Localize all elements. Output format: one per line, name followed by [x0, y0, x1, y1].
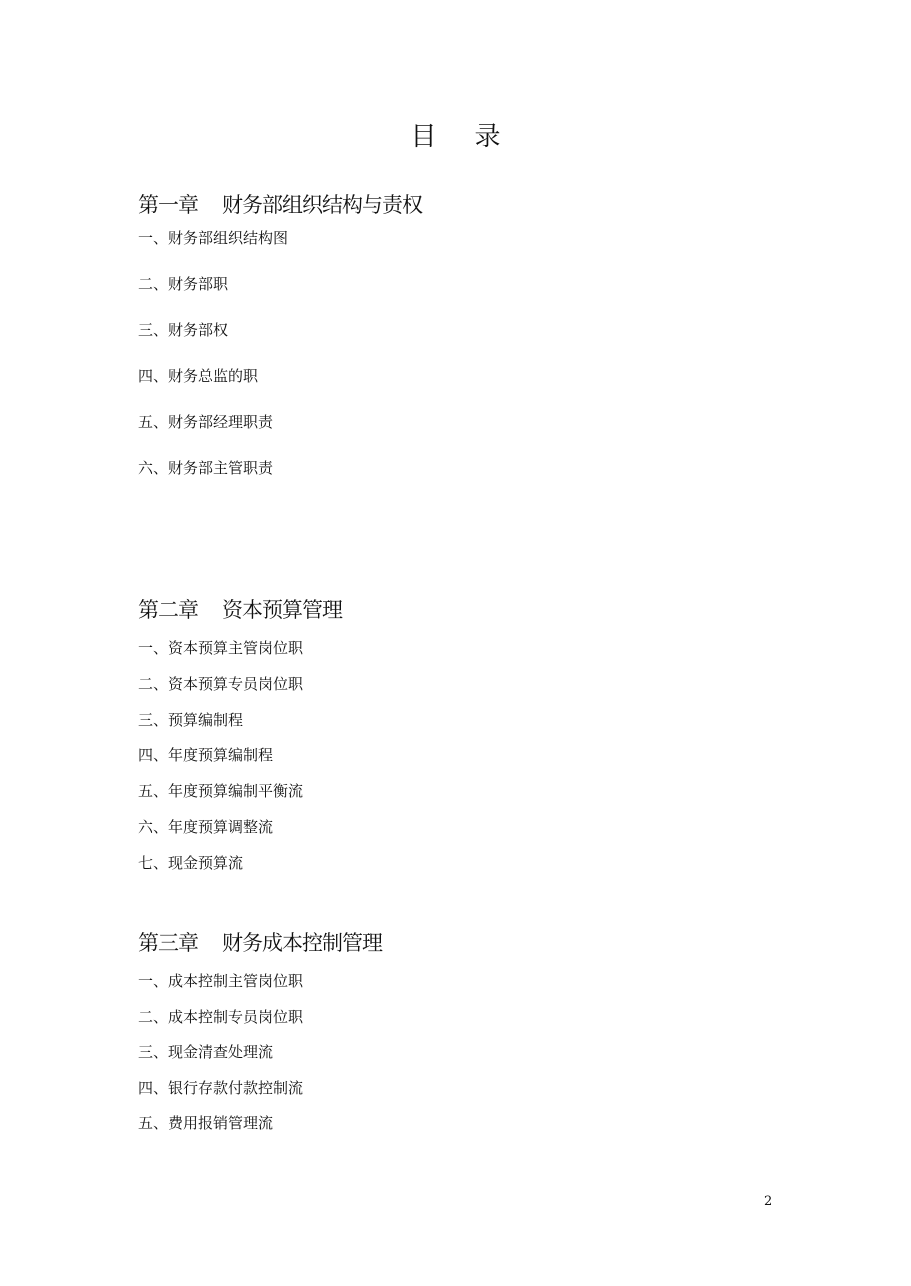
toc-item: 六、财务部主管职责 — [138, 459, 274, 477]
toc-item: 四、财务总监的职 — [138, 367, 259, 385]
page-title: 目录 — [410, 122, 539, 152]
chapter-heading — [138, 595, 342, 625]
chapter-item-list — [138, 228, 422, 478]
toc-item: 三、预算编制程 — [138, 710, 244, 729]
chapter-title: 财务部组织结构与责权 — [222, 193, 422, 217]
toc-item: 一、成本控制主管岗位职 — [138, 972, 304, 990]
page-number: 2 — [764, 1194, 773, 1209]
chapter-heading — [138, 190, 422, 220]
toc-item: 四、银行存款付款控制流 — [138, 1078, 304, 1097]
toc-item: 三、财务部权 — [138, 321, 229, 339]
chapter-item-list — [138, 971, 382, 1133]
toc-item: 一、财务部组织结构图 — [138, 229, 289, 247]
toc-item: 五、年度预算编制平衡流 — [138, 782, 304, 801]
toc-item: 一、资本预算主管岗位职 — [138, 639, 304, 657]
toc-item: 二、成本控制专员岗位职 — [138, 1007, 304, 1026]
toc-item: 二、资本预算专员岗位职 — [138, 674, 304, 693]
chapter-number: 第一章 — [138, 193, 198, 217]
toc-item: 四、年度预算编制程 — [138, 746, 274, 765]
toc-item: 六、年度预算调整流 — [138, 817, 274, 836]
chapter-number: 第三章 — [138, 931, 198, 955]
toc-item: 三、现金清查处理流 — [138, 1043, 274, 1062]
chapter-title: 资本预算管理 — [222, 598, 342, 622]
chapter-heading — [138, 928, 382, 958]
toc-item: 五、财务部经理职责 — [138, 413, 274, 431]
chapter-number: 第二章 — [138, 598, 198, 622]
chapter-item-list — [138, 638, 342, 873]
chapter-2-section — [138, 595, 342, 889]
chapter-3-section — [138, 928, 382, 1149]
toc-item: 五、费用报销管理流 — [138, 1114, 274, 1133]
toc-item: 二、财务部职 — [138, 275, 229, 293]
toc-item: 七、现金预算流 — [138, 853, 244, 872]
chapter-title: 财务成本控制管理 — [222, 931, 382, 955]
chapter-1-section — [138, 190, 422, 504]
